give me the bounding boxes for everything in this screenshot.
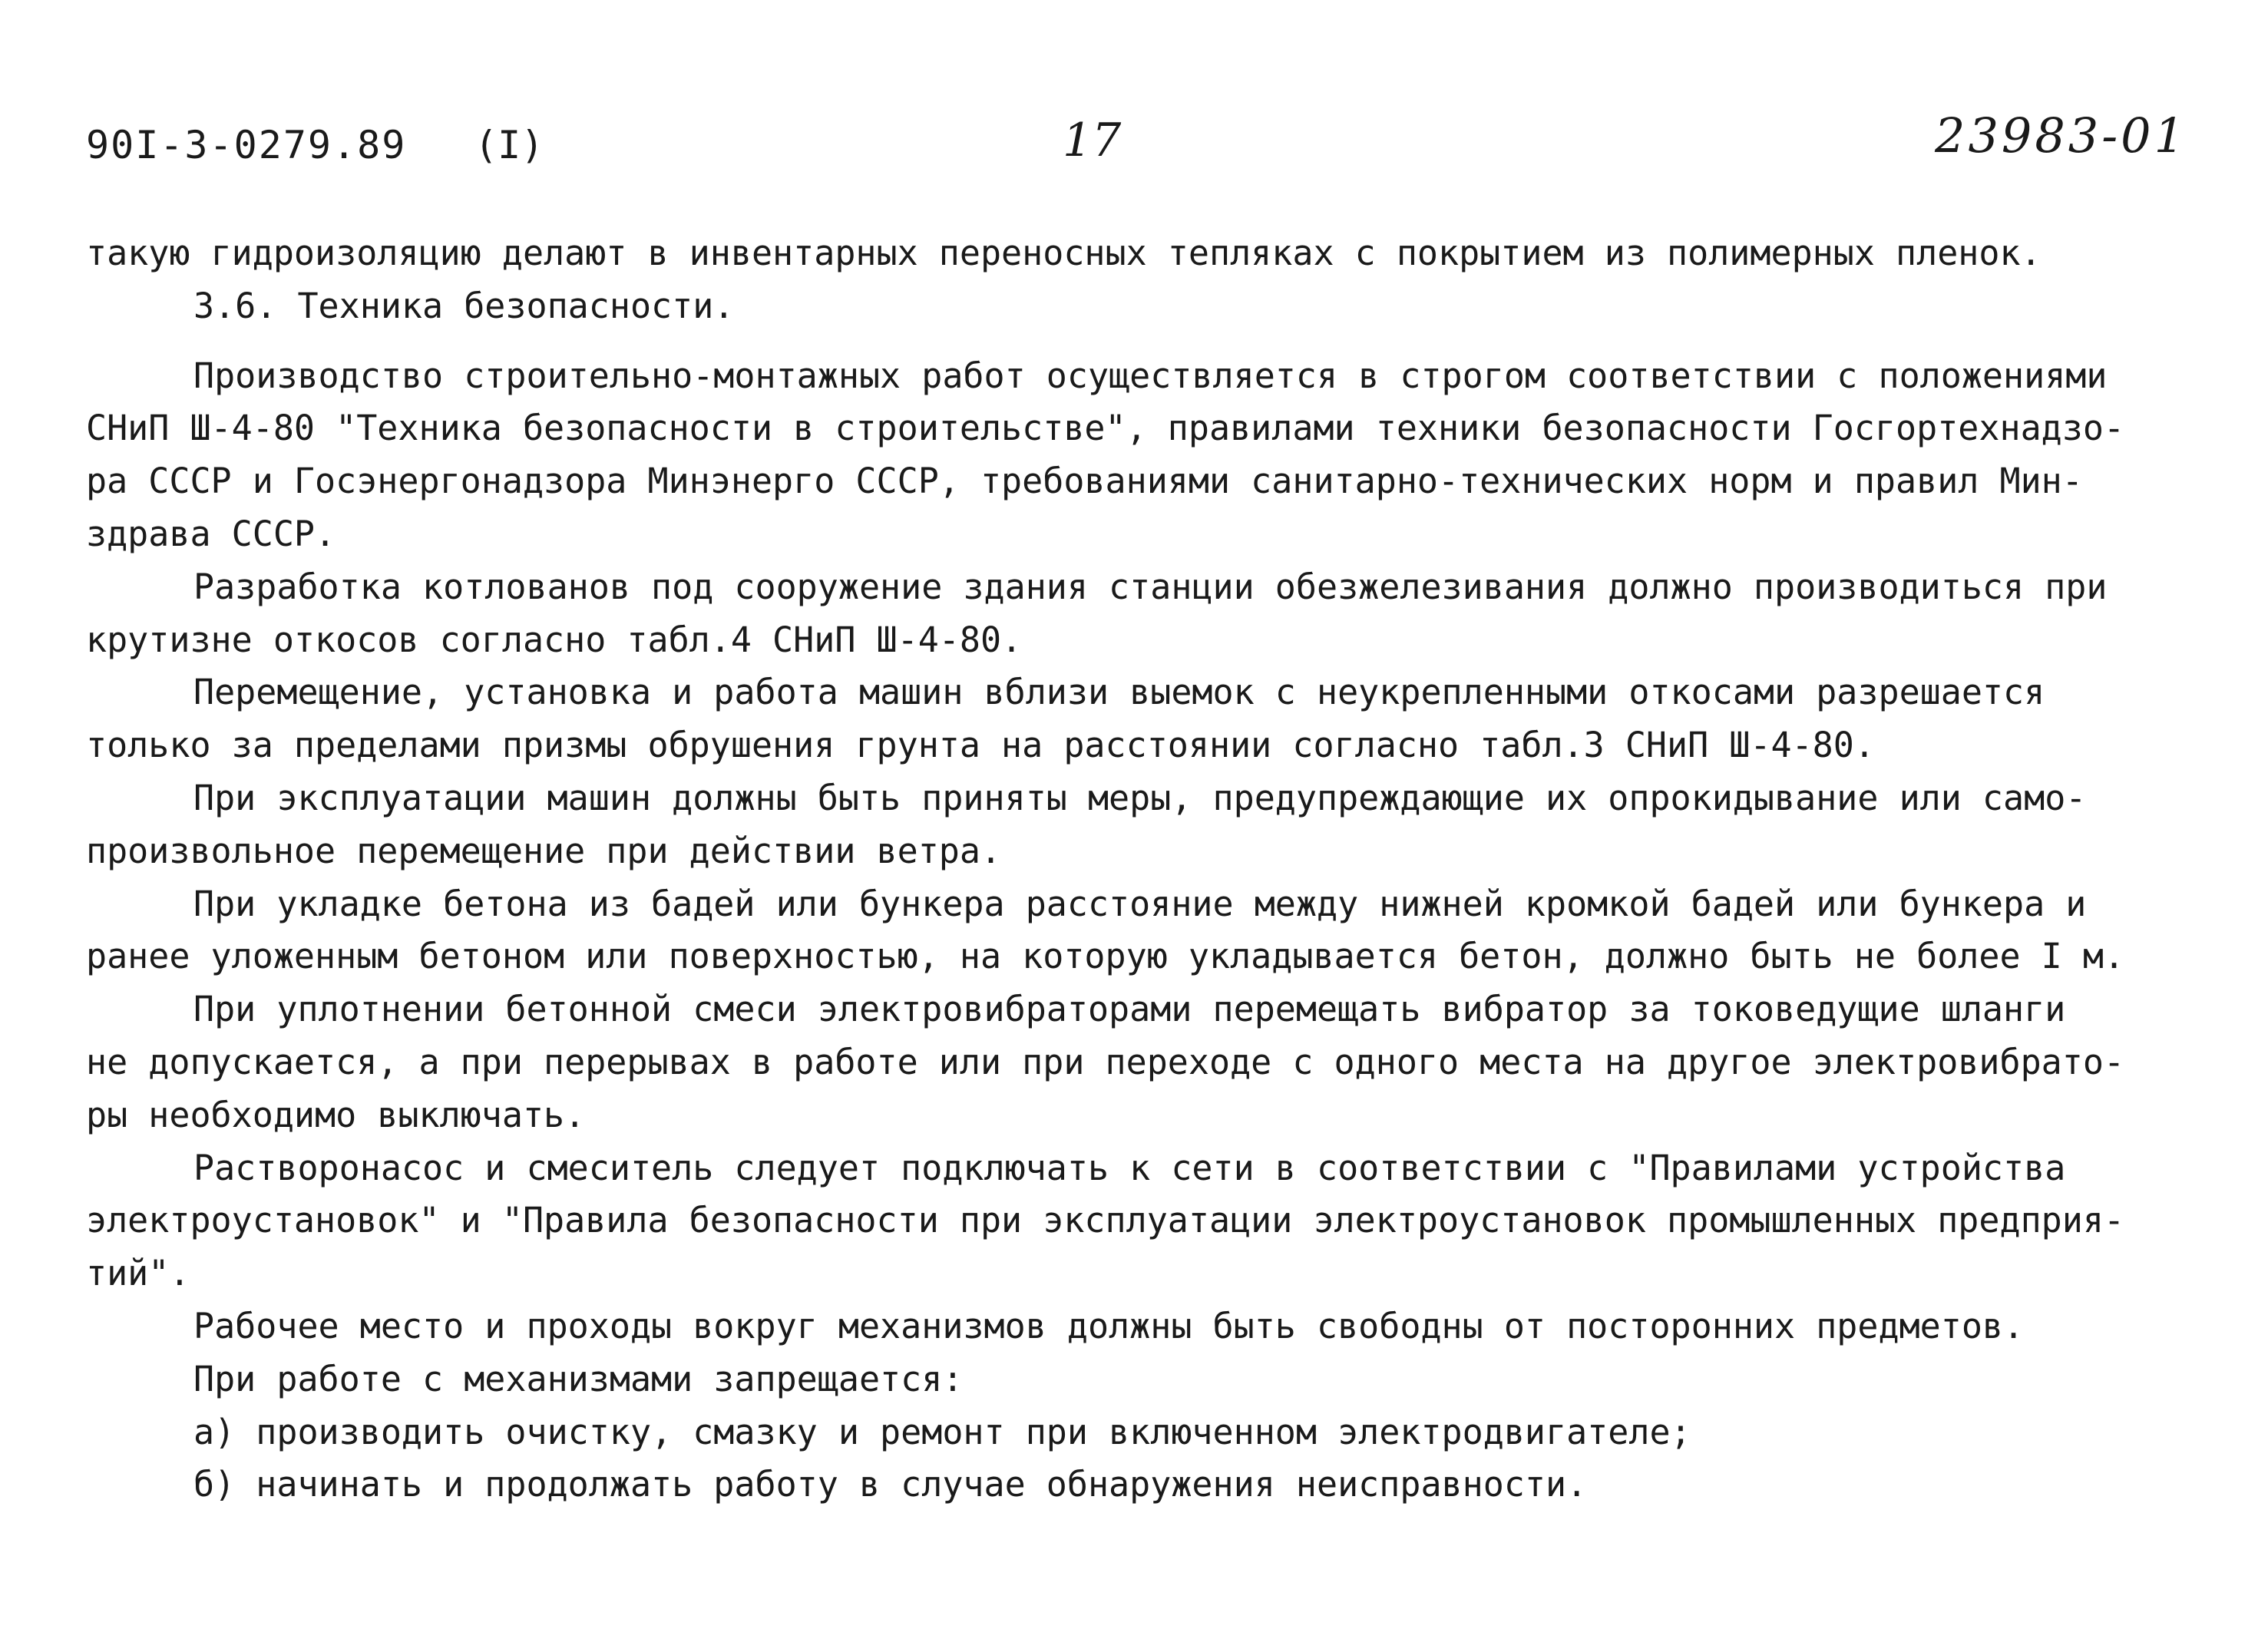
text-line: произвольное перемещение при действии ветра. — [86, 830, 1002, 871]
list-item: б) начинать и продолжать работу в случае обнаружения неисправности. — [193, 1464, 1588, 1505]
text-line: такую гидроизоляцию делают в инвентарных переносных тепляках с покрытием из полимерных пленок. — [86, 233, 2042, 273]
text-line: не допускается, а при перерывах в работе или при переходе с одного места на другое электровибрато- — [86, 1041, 2125, 1082]
text-line: ра СССР и Госэнергонадзора Минэнерго СССР, требованиями санитарно-технических норм и правил Мин- — [86, 461, 2083, 502]
paragraph-gap — [86, 333, 2205, 350]
text-line: При работе с механизмами запрещается: — [193, 1358, 964, 1399]
text-line: При эксплуатации машин должны быть приняты меры, предупреждающие их опрокидывание или само- — [193, 777, 2087, 818]
text-line: Производство строительно-монтажных работ осуществляется в строгом соответствии с положениями — [193, 355, 2108, 396]
text-line: Растворонасос и смеситель следует подключать к сети в соответствии с "Правилами устройства — [193, 1147, 2066, 1188]
document-code: 90I-3-0279.89 — [86, 123, 407, 167]
text-line: Рабочее место и проходы вокруг механизмов должны быть свободны от посторонних предметов. — [193, 1305, 2025, 1346]
text-line: здрава СССР. — [86, 513, 336, 554]
text-line: При укладке бетона из бадей или бункера расстояние между нижней кромкой бадей или бункера и — [193, 883, 2087, 924]
text-line: тий". — [86, 1253, 190, 1294]
text-line: При уплотнении бетонной смеси электровибраторами перемещать вибратор за токоведущие шланги — [193, 989, 2066, 1030]
archive-number: 23983-01 — [1935, 107, 2188, 164]
list-item: а) производить очистку, смазку и ремонт при включенном электродвигателе; — [193, 1411, 1691, 1452]
text-line: Перемещение, установка и работа машин вблизи выемок с неукрепленными откосами разрешается — [193, 672, 2045, 713]
text-line: электроустановок" и "Правила безопасности при эксплуатации электроустановок промышленных предприя- — [86, 1200, 2125, 1241]
text-line: ры необходимо выключать. — [86, 1094, 586, 1135]
body-text — [86, 227, 2205, 1511]
text-line: только за пределами призмы обрушения грунта на расстоянии согласно табл.3 СНиП Ш-4-80. — [86, 725, 1875, 766]
page-number: 17 — [1063, 114, 1122, 167]
section-heading: 3.6. Техника безопасности. — [193, 285, 735, 326]
sheet-number: (I) — [474, 123, 544, 167]
text-line: ранее уложенным бетоном или поверхностью, на которую укладывается бетон, должно быть не более I м. — [86, 936, 2125, 977]
text-line: крутизне откосов согласно табл.4 СНиП Ш-4-80. — [86, 619, 1023, 660]
text-line: СНиП Ш-4-80 "Техника безопасности в строительстве", правилами техники безопасности Госгортехнадзо- — [86, 408, 2125, 449]
text-line: Разработка котлованов под сооружение здания станции обезжелезивания должно производиться при — [193, 566, 2108, 607]
